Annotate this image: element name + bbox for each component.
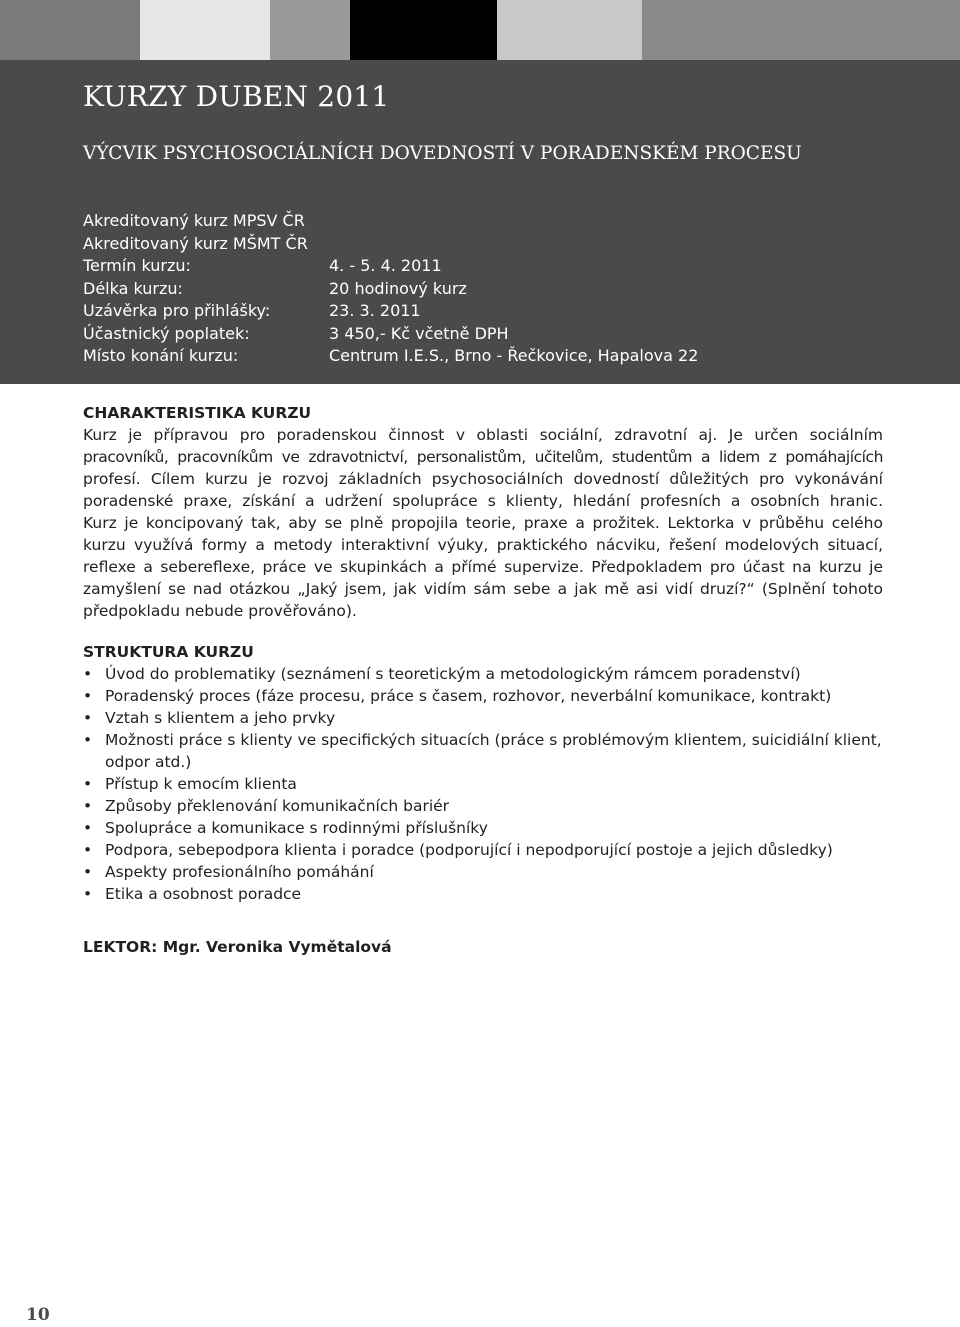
characteristics-paragraph xyxy=(83,424,883,622)
list-item-text: Způsoby překlenování komunikačních bariér xyxy=(105,797,450,815)
list-item xyxy=(83,685,883,707)
list-item xyxy=(83,839,883,861)
length-label: Délka kurzu: xyxy=(83,278,183,298)
structure-list xyxy=(83,663,883,905)
term-label: Termín kurzu: xyxy=(83,256,191,275)
list-item xyxy=(83,663,883,685)
list-item xyxy=(83,707,883,729)
characteristics-line: zamyšlení se nad otázkou „Jaký jsem, jak vidím sám sebe a jak mě asi vidí druzí?“ (Splnění tohoto xyxy=(83,580,883,598)
bullet-icon: • xyxy=(83,775,93,793)
strip-block-3 xyxy=(270,0,350,60)
characteristics-line: Kurz je přípravou pro poradenskou činnost v oblasti sociální, zdravotní aj. Je určen sociálním xyxy=(83,426,883,444)
info-row-length xyxy=(83,278,903,301)
characteristics-line: kurzu využívá formy a metody interaktivní výuky, praktického nácviku, řešení modelových situací, xyxy=(83,536,883,554)
list-item-text: Podpora, sebepodpora klienta i poradce (podporující i nepodporující postoje a jejich důsledky) xyxy=(105,841,833,859)
characteristics-line: předpokladu nebude prověřováno). xyxy=(83,602,357,620)
list-item xyxy=(83,817,883,839)
structure-heading: STRUKTURA KURZU xyxy=(83,643,254,661)
list-item-text: Etika a osobnost poradce xyxy=(105,885,302,903)
accreditation-msmt: Akreditovaný kurz MŠMT ČR xyxy=(83,233,308,253)
lecturer: LEKTOR: Mgr. Veronika Vymětalová xyxy=(83,938,392,956)
characteristics-line: Kurz je koncipovaný tak, aby se plně propojila teorie, praxe a prožitek. Lektorka v průběhu celého xyxy=(83,514,883,532)
info-row-fee xyxy=(83,323,903,346)
page-number: 10 xyxy=(26,1305,50,1325)
strip-block-6 xyxy=(642,0,960,60)
characteristics-line: reflexe a sebereflexe, práce ve skupinkách a přímé supervize. Předpokladem pro účast na kurzu je xyxy=(83,558,883,576)
fee-label: Účastnický poplatek: xyxy=(83,323,250,343)
list-item xyxy=(83,883,883,905)
info-row-venue xyxy=(83,345,903,368)
course-title: VÝCVIK PSYCHOSOCIÁLNÍCH DOVEDNOSTÍ V PORADENSKÉM PROCESU xyxy=(83,143,802,164)
course-info xyxy=(83,210,903,368)
bullet-icon: • xyxy=(83,885,93,903)
characteristics-line: profesí. Cílem kurzu je rozvoj základních psychosociálních dovedností důležitých pro vykonávání xyxy=(83,470,883,488)
list-item xyxy=(83,795,883,817)
bullet-icon: • xyxy=(83,687,93,705)
characteristics-line: poradenské praxe, získání a udržení spolupráce s klienty, hledání profesních a osobních hranic. xyxy=(83,492,883,510)
course-content xyxy=(83,403,883,905)
list-item-text: Vztah s klientem a jeho prvky xyxy=(105,709,336,727)
bullet-icon: • xyxy=(83,731,93,749)
info-row-deadline xyxy=(83,300,903,323)
bullet-icon: • xyxy=(83,841,93,859)
accreditation-mpsv: Akreditovaný kurz MPSV ČR xyxy=(83,211,305,230)
list-item-text: Aspekty profesionálního pomáhání xyxy=(105,863,374,881)
list-item-text: Spolupráce a komunikace s rodinnými příslušníky xyxy=(105,819,488,837)
strip-block-2 xyxy=(140,0,270,60)
fee-value: 3 450,- Kč včetně DPH xyxy=(329,323,509,343)
bullet-icon: • xyxy=(83,863,93,881)
strip-block-5 xyxy=(497,0,642,60)
bullet-icon: • xyxy=(83,797,93,815)
term-value: 4. - 5. 4. 2011 xyxy=(329,256,442,275)
header-band xyxy=(0,60,960,384)
deadline-value: 23. 3. 2011 xyxy=(329,301,421,320)
bullet-icon: • xyxy=(83,665,93,683)
list-item-text: Úvod do problematiky (seznámení s teoretickým a metodologickým rámcem poradenství) xyxy=(105,665,801,683)
strip-block-4 xyxy=(350,0,497,60)
info-row-term xyxy=(83,255,903,278)
list-item xyxy=(83,729,883,773)
list-item-text: Poradenský proces (fáze procesu, práce s časem, rozhovor, neverbální komunikace, kontrakt) xyxy=(105,687,832,705)
list-item xyxy=(83,861,883,883)
deadline-label: Uzávěrka pro přihlášky: xyxy=(83,301,271,320)
venue-label: Místo konání kurzu: xyxy=(83,346,239,365)
characteristics-heading: CHARAKTERISTIKA KURZU xyxy=(83,404,312,422)
list-item-text: Přístup k emocím klienta xyxy=(105,775,297,793)
length-value: 20 hodinový kurz xyxy=(329,278,467,298)
strip-block-1 xyxy=(0,0,140,60)
characteristics-line: pracovníků, pracovníkům ve zdravotnictví, personalistům, učitelům, studentům a lidem z pomáhajících xyxy=(83,448,883,466)
section-spacer xyxy=(83,622,883,642)
page-title: KURZY DUBEN 2011 xyxy=(83,80,390,113)
bullet-icon: • xyxy=(83,819,93,837)
list-item xyxy=(83,773,883,795)
list-item-text: Možnosti práce s klienty ve specifických situacích (práce s problémovým klientem, suicidiální klient, odpor atd.) xyxy=(105,731,882,771)
venue-value: Centrum I.E.S., Brno - Řečkovice, Hapalova 22 xyxy=(329,346,699,365)
decorative-color-strip xyxy=(0,0,960,60)
bullet-icon: • xyxy=(83,709,93,727)
